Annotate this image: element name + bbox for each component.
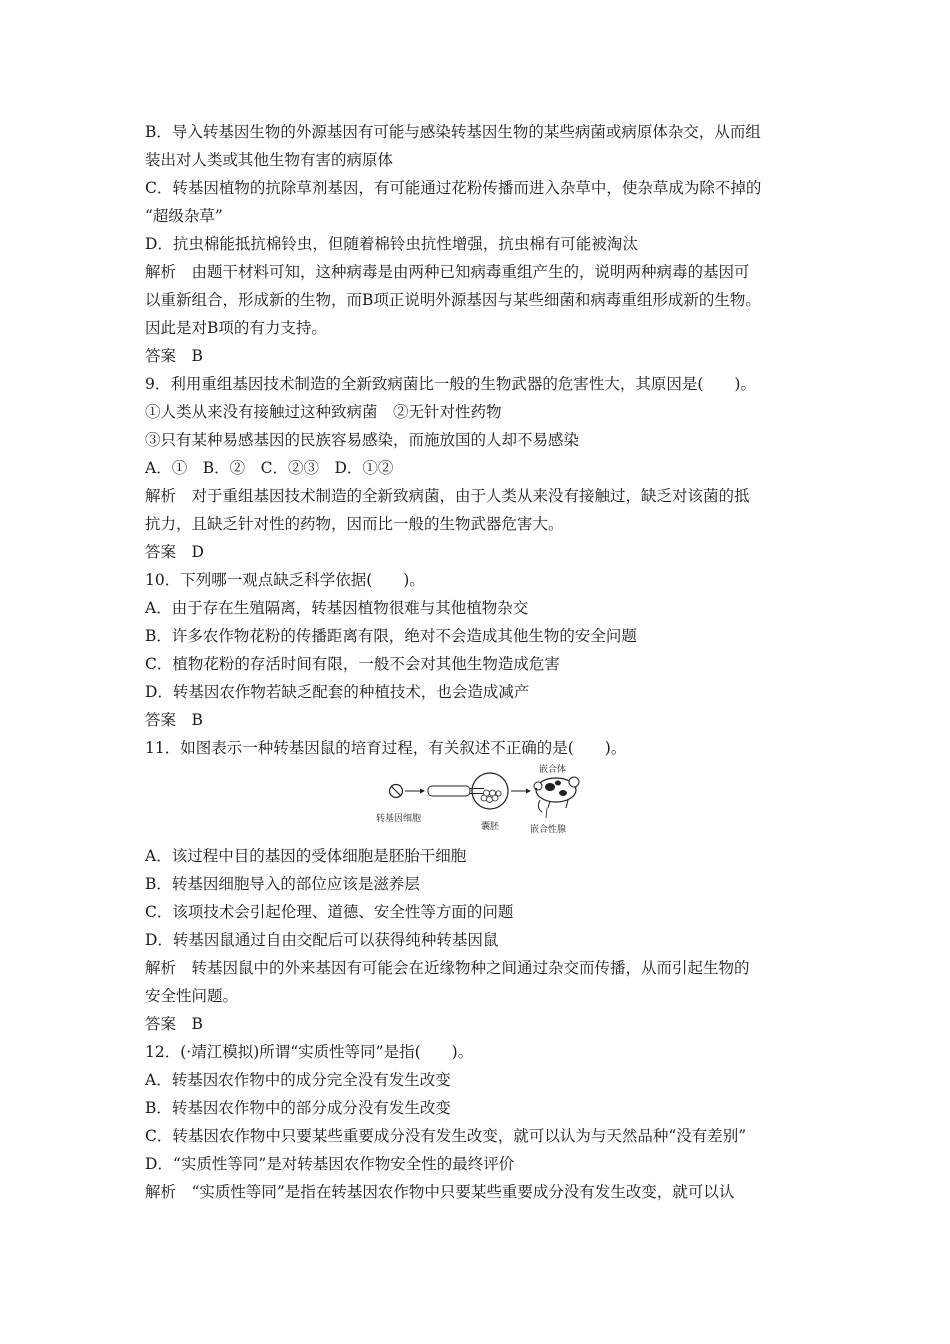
q9-statement-3: ③只有某种易感基因的民族容易感染，而施放国的人却不易感染 <box>145 431 580 449</box>
q11-analysis-line-2: 安全性问题。 <box>145 987 239 1005</box>
label-transgenic-cell: 转基因细胞 <box>376 814 422 824</box>
q12-option-a: A．转基因农作物中的成分完全没有发生改变 <box>145 1071 451 1089</box>
q10-option-c: C．植物花粉的存活时间有限，一般不会对其他生物造成危害 <box>145 655 560 673</box>
q10-option-b: B．许多农作物花粉的传播距离有限，绝对不会造成其他生物的安全问题 <box>145 627 637 645</box>
answer-line: 答案 B <box>145 347 203 365</box>
q11-option-c: C．该项技术会引起伦理、道德、安全性等方面的问题 <box>145 903 514 921</box>
q11-option-b: B．转基因细胞导入的部位应该是滋养层 <box>145 875 420 893</box>
q10-answer: 答案 B <box>145 711 203 729</box>
q9-analysis-line-1: 解析 对于重组基因技术制造的全新致病菌，由于人类从来没有接触过，缺乏对该菌的抵 <box>145 487 750 505</box>
q9-statement-1-2: ①人类从来没有接触过这种致病菌 ②无针对性药物 <box>145 403 502 421</box>
question-12: 12．(·靖江模拟)所谓“实质性等同”是指( )。 <box>145 1043 474 1061</box>
label-chimera: 嵌合体 <box>539 765 567 775</box>
option-c-line-1: C．转基因植物的抗除草剂基因，有可能通过花粉传播而进入杂草中，使杂草成为除不掉的 <box>145 179 762 197</box>
q11-answer: 答案 B <box>145 1015 203 1033</box>
option-c-line-2: “超级杂草” <box>145 207 223 225</box>
question-9: 9．利用重组基因技术制造的全新致病菌比一般的生物武器的危害性大，其原因是( )。 <box>145 375 756 393</box>
q12-option-d: D．“实质性等同”是对转基因农作物安全性的最终评价 <box>145 1155 515 1173</box>
label-chimera-gland: 嵌合性腺 <box>530 825 567 835</box>
analysis-line-2: 以重新组合，形成新的生物，而B项正说明外源基因与某些细菌和病毒重组形成新的生物。 <box>145 291 761 309</box>
q10-option-a: A．由于存在生殖隔离，转基因植物很难与其他植物杂交 <box>145 599 529 617</box>
q12-analysis-line-1: 解析 “实质性等同”是指在转基因农作物中只要某些重要成分没有发生改变，就可以认 <box>145 1183 735 1201</box>
q11-option-d: D．转基因鼠通过自由交配后可以获得纯种转基因鼠 <box>145 931 499 949</box>
q9-answer: 答案 D <box>145 543 204 561</box>
pipette-icon <box>428 786 470 796</box>
analysis-line-1: 解析 由题干材料可知，这种病毒是由两种已知病毒重组产生的，说明两种病毒的基因可 <box>145 263 750 281</box>
chimera-mouse-icon <box>534 777 579 818</box>
q11-option-a: A．该过程中目的基因的受体细胞是胚胎干细胞 <box>145 847 467 865</box>
label-blastocyst: 囊胚 <box>481 822 500 832</box>
option-d-line: D．抗虫棉能抵抗棉铃虫，但随着棉铃虫抗性增强，抗虫棉有可能被淘汰 <box>145 235 638 253</box>
q9-options: A．① B．② C．②③ D．①② <box>145 459 394 477</box>
q12-option-b: B．转基因农作物中的部分成分没有发生改变 <box>145 1099 451 1117</box>
q10-option-d: D．转基因农作物若缺乏配套的种植技术，也会造成减产 <box>145 683 530 701</box>
transgenic-mouse-figure <box>360 760 600 840</box>
question-10: 10．下列哪一观点缺乏科学依据( )。 <box>145 571 425 589</box>
analysis-line-3: 因此是对B项的有力支持。 <box>145 319 327 337</box>
q9-analysis-line-2: 抗力，且缺乏针对性的药物，因而比一般的生物武器危害大。 <box>145 515 564 533</box>
option-b-line-2: 装出对人类或其他生物有害的病原体 <box>145 151 394 169</box>
option-b-line-1: B．导入转基因生物的外源基因有可能与感染转基因生物的某些病菌或病原体杂交，从而组 <box>145 123 761 141</box>
q12-option-c: C．转基因农作物中只要某些重要成分没有发生改变，就可以认为与天然品种“没有差别” <box>145 1127 747 1145</box>
question-11: 11．如图表示一种转基因鼠的培育过程，有关叙述不正确的是( )。 <box>145 739 627 757</box>
q11-analysis-line-1: 解析 转基因鼠中的外来基因有可能会在近缘物种之间通过杂交而传播，从而引起生物的 <box>145 959 750 977</box>
